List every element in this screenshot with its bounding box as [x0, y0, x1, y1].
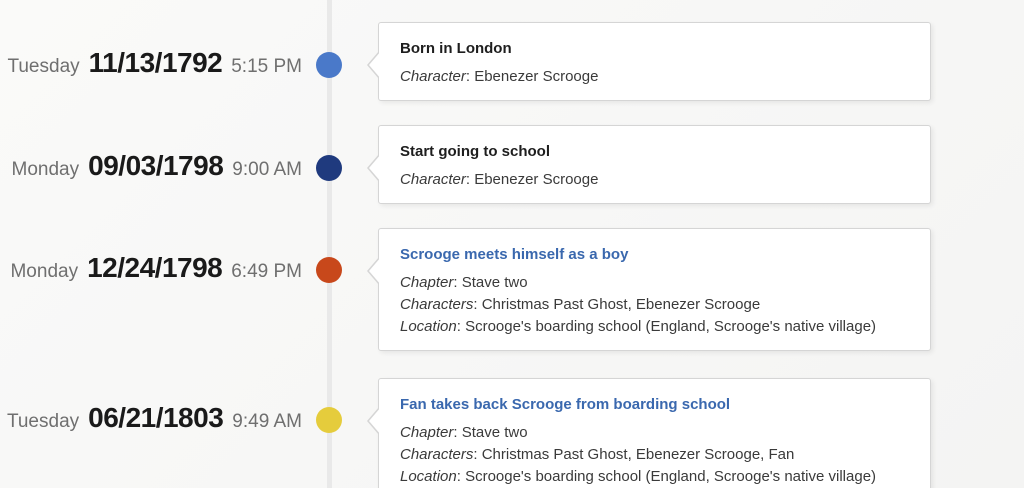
- detail-value: Ebenezer Scrooge: [474, 68, 599, 85]
- event-title: Start going to school: [400, 143, 550, 160]
- detail-value: Ebenezer Scrooge: [474, 171, 599, 188]
- detail-separator: :: [456, 318, 466, 335]
- timeline-dot[interactable]: [316, 52, 342, 78]
- event-title: Born in London: [400, 40, 512, 57]
- detail-value: Scrooge's boarding school (England, Scrooge's native village): [465, 468, 877, 485]
- event-detail: [400, 294, 910, 316]
- event-card: [378, 228, 931, 351]
- detail-separator: :: [473, 446, 482, 463]
- event-card: [378, 22, 931, 101]
- event-time: 9:49 AM: [232, 411, 302, 432]
- timeline-dot[interactable]: [316, 257, 342, 283]
- detail-label: Characters: [400, 446, 474, 463]
- detail-value: Stave two: [461, 424, 528, 441]
- detail-label: Characters: [400, 296, 474, 313]
- event-day: Tuesday: [6, 411, 80, 432]
- event-card: [378, 125, 931, 204]
- event-day: Monday: [11, 159, 80, 180]
- event-detail: [400, 316, 910, 338]
- detail-label: Location: [400, 468, 457, 485]
- event-date: 11/13/1792: [88, 47, 223, 78]
- detail-separator: :: [453, 424, 462, 441]
- event-detail: [400, 444, 910, 466]
- detail-value: Stave two: [461, 274, 528, 291]
- event-day: Tuesday: [7, 56, 80, 77]
- timeline-dot[interactable]: [316, 407, 342, 433]
- detail-separator: :: [473, 296, 482, 313]
- event-card: [378, 378, 931, 488]
- detail-value: Scrooge's boarding school (England, Scrooge's native village): [465, 318, 877, 335]
- detail-label: Character: [400, 68, 466, 85]
- detail-separator: :: [465, 171, 475, 188]
- event-time: 5:15 PM: [231, 56, 302, 77]
- detail-label: Character: [400, 171, 466, 188]
- detail-separator: :: [465, 68, 475, 85]
- event-date: 09/03/1798: [88, 150, 224, 181]
- detail-label: Chapter: [400, 274, 454, 291]
- event-title-link[interactable]: Scrooge meets himself as a boy: [400, 246, 629, 263]
- event-detail: [400, 422, 910, 444]
- event-detail: [400, 66, 910, 88]
- event-date: 06/21/1803: [88, 402, 224, 433]
- detail-label: Location: [400, 318, 457, 335]
- detail-separator: :: [456, 468, 466, 485]
- event-datetime: [0, 150, 302, 182]
- event-datetime: [0, 252, 302, 284]
- event-title-link[interactable]: Fan takes back Scrooge from boarding school: [400, 396, 731, 413]
- event-time: 6:49 PM: [231, 261, 302, 282]
- detail-value: Christmas Past Ghost, Ebenezer Scrooge: [481, 296, 761, 313]
- detail-value: Christmas Past Ghost, Ebenezer Scrooge, Fan: [481, 446, 795, 463]
- event-time: 9:00 AM: [232, 159, 302, 180]
- event-detail: [400, 169, 910, 191]
- detail-label: Chapter: [400, 424, 454, 441]
- event-datetime: [0, 47, 302, 79]
- timeline-dot[interactable]: [316, 155, 342, 181]
- event-detail: [400, 272, 910, 294]
- event-day: Monday: [10, 261, 79, 282]
- event-detail: [400, 466, 910, 488]
- event-datetime: [0, 402, 302, 434]
- detail-separator: :: [453, 274, 462, 291]
- event-date: 12/24/1798: [87, 252, 223, 283]
